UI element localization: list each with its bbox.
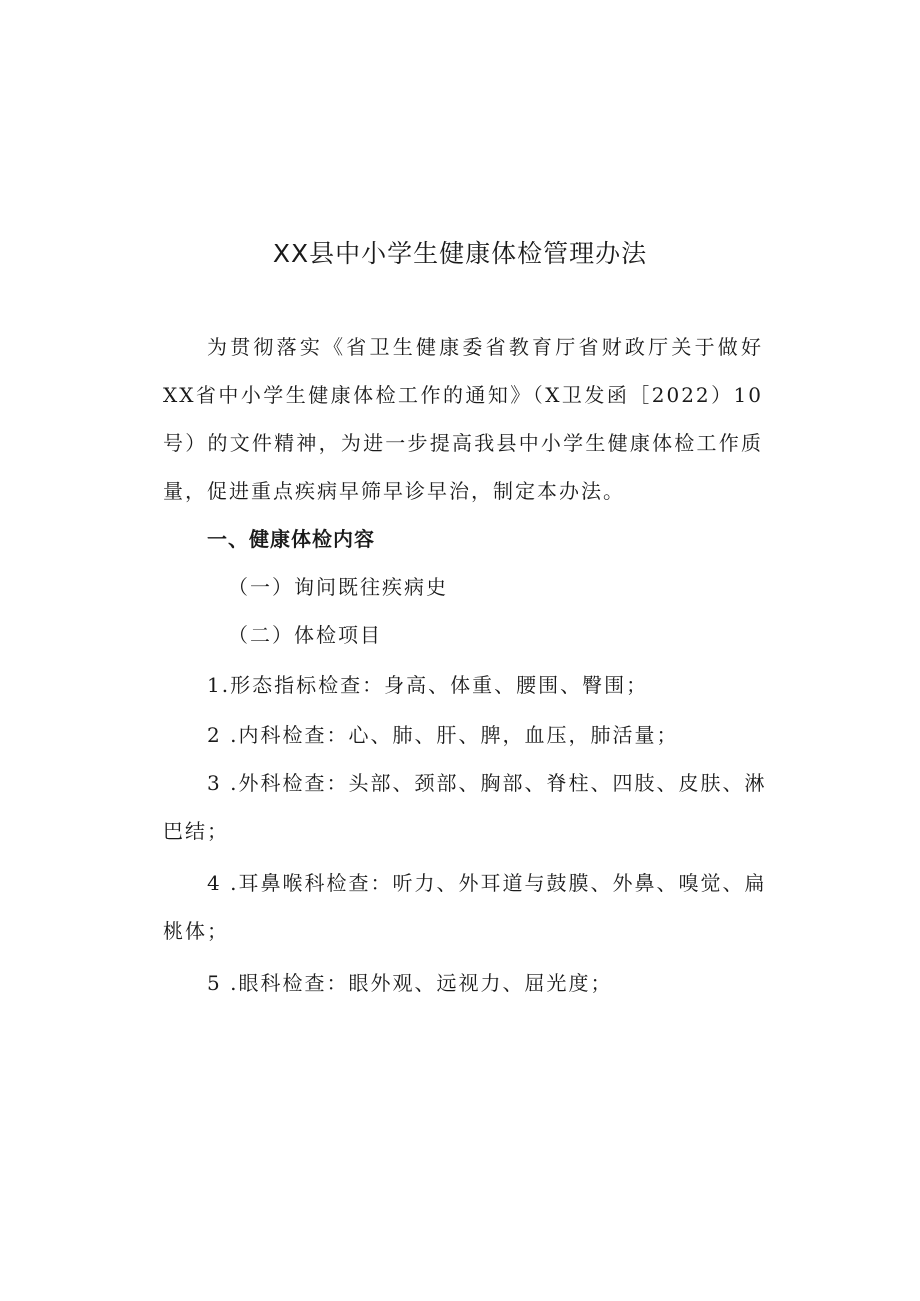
list-item: 1.形态指标检查：身高、体重、腰围、臀围；: [207, 673, 649, 697]
list-item: 3 .外科检查：头部、颈部、胸部、脊柱、四肢、皮肤、淋巴结；: [163, 771, 767, 843]
subsection-1: （一）询问既往疾病史: [228, 575, 448, 599]
section-heading-1: 一、健康体检内容: [207, 527, 375, 551]
list-item: 2 .内科检查：心、肺、肝、脾，血压，肺活量；: [207, 723, 679, 747]
subsection-2: （二）体检项目: [228, 623, 382, 647]
document-title: XX县中小学生健康体检管理办法: [272, 239, 648, 268]
intro-paragraph: 为贯彻落实《省卫生健康委省教育厅省财政厅关于做好XX省中小学生健康体检工作的通知》（X卫发函［2022）10号）的文件精神，为进一步提高我县中小学生健康体检工作质量，促进重点疾病早筛早诊早治，制定本办法。: [163, 335, 763, 503]
list-item: 5 .眼科检查：眼外观、远视力、屈光度；: [207, 971, 613, 995]
list-item: 4 .耳鼻喉科检查：听力、外耳道与鼓膜、外鼻、嗅觉、扁桃体；: [163, 871, 767, 943]
